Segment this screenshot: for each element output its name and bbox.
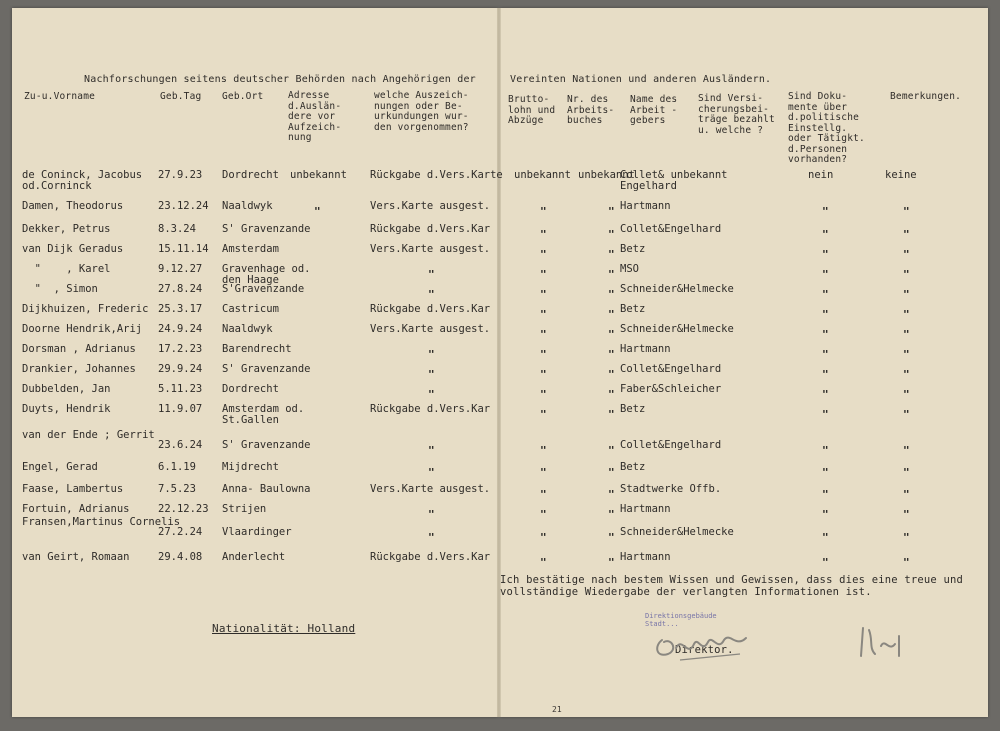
director-signature [650,618,760,668]
cell-employer: Schneider&Helmecke [620,283,734,295]
cell-income: " [540,408,547,421]
cell-documents: " [903,531,910,544]
cell-awards: Vers.Karte ausgest. [370,243,491,255]
cell-income: " [540,531,547,544]
cell-employer: Schneider&Helmecke [620,526,734,538]
cell-date: 25.3.17 [158,303,203,315]
cell-name: Fransen,Martinus Cornelis [22,516,181,528]
cell-workbook: unbekannt [578,169,635,181]
cell-employer: Betz [620,243,646,255]
cell-workbook: " [608,531,615,544]
cell-insurance: " [822,508,829,521]
col-income: Brutto- lohn und Abzüge [508,94,556,126]
cell-documents: " [903,466,910,479]
cell-employer: Collet&Engelhard [620,363,722,375]
cell-employer: Hartmann [620,200,671,212]
cell-documents: " [903,556,910,569]
cell-workbook: " [608,308,615,321]
cell-date: 6.1.19 [158,461,196,473]
cell-date: 27.9.23 [158,169,203,181]
cell-insurance: " [822,308,829,321]
cell-date: 29.9.24 [158,363,203,375]
cell-place: Gravenhage od. den Haage [222,263,311,286]
cell-insurance: " [822,228,829,241]
cell-employer: Collet& unbekannt Engelhard [620,169,728,192]
initials-signature [855,618,915,663]
cell-insurance: " [822,328,829,341]
cell-date: 27.2.24 [158,526,203,538]
cell-address: " [314,205,321,218]
cell-name: Dorsman , Adrianus [22,343,136,355]
cell-workbook: " [608,508,615,521]
cell-employer: Betz [620,303,646,315]
cell-workbook: " [608,248,615,261]
cell-workbook: " [608,288,615,301]
cell-awards: Rückgabe d.Vers.Kar [370,403,491,415]
cell-workbook: " [608,368,615,381]
cell-date: 8.3.24 [158,223,196,235]
cell-date: 27.8.24 [158,283,203,295]
cell-documents: " [903,268,910,281]
cell-employer: Hartmann [620,343,671,355]
cell-employer: Collet&Engelhard [620,223,722,235]
cell-awards: Rückgabe d.Vers.Kar [370,303,491,315]
cell-income: " [540,556,547,569]
cell-documents: " [903,508,910,521]
col-birth-place: Geb.Ort [222,91,264,102]
cell-date: 23.12.24 [158,200,209,212]
cell-name: Fortuin, Adrianus [22,503,130,515]
cell-awards: " [428,368,435,381]
cell-insurance: " [822,531,829,544]
cell-insurance: " [822,248,829,261]
cell-name: Dijkhuizen, Frederic [22,303,149,315]
cell-awards: " [428,531,435,544]
cell-documents: " [903,408,910,421]
cell-date: 23.6.24 [158,439,203,451]
col-awards: welche Auszeich- nungen oder Be- urkundungen wur- den vorgenommen? [374,90,469,133]
cell-employer: Schneider&Helmecke [620,323,734,335]
cell-date: 7.5.23 [158,483,196,495]
col-birth-date: Geb.Tag [160,91,202,102]
cell-employer: Collet&Engelhard [620,439,722,451]
cell-income: " [540,348,547,361]
col-workbook: Nr. des Arbeits- buches [567,94,615,126]
cell-income: " [540,288,547,301]
cell-place: Castricum [222,303,279,315]
office-stamp: Direktionsgebäude Stadt... [645,612,717,628]
cell-income: " [540,228,547,241]
header-left: Nachforschungen seitens deutscher Behörden nach Angehörigen der [84,74,476,85]
cell-place: Amsterdam od. St.Gallen [222,403,305,426]
cell-employer: Betz [620,461,646,473]
col-insurance: Sind Versi- cherungsbei- träge bezahlt u. welche ? [698,93,775,136]
cell-employer: Betz [620,403,646,415]
cell-date: 29.4.08 [158,551,203,563]
cell-insurance: " [822,466,829,479]
cell-insurance: " [822,368,829,381]
cell-insurance: nein [808,169,834,181]
cell-awards: " [428,388,435,401]
nationality: Nationalität: Holland [212,622,356,635]
cell-insurance: " [822,205,829,218]
cell-awards: " [428,444,435,457]
cell-documents: " [903,248,910,261]
cell-name: van der Ende ; Gerrit [22,429,155,441]
cell-place: Strijen [222,503,267,515]
cell-place: S' Gravenzande [222,439,311,451]
page-number: 21 [552,705,562,714]
cell-documents: " [903,388,910,401]
cell-date: 22.12.23 [158,503,209,515]
cell-name: Duyts, Hendrik [22,403,111,415]
cell-insurance: " [822,488,829,501]
cell-documents: " [903,228,910,241]
cell-insurance: " [822,268,829,281]
cell-insurance: " [822,288,829,301]
cell-place: Dordrecht [222,383,279,395]
header-right: Vereinten Nationen und anderen Ausländern. [510,74,772,85]
cell-place: Anderlecht [222,551,286,563]
cell-workbook: " [608,388,615,401]
col-name: Zu-u.Vorname [24,91,96,102]
cell-name: Dubbelden, Jan [22,383,111,395]
cell-insurance: " [822,348,829,361]
cell-employer: Hartmann [620,551,671,563]
cell-documents: " [903,444,910,457]
cell-awards: " [428,268,435,281]
cell-name: " , Karel [22,263,111,275]
col-remarks: Bemerkungen. [890,91,962,102]
cell-place: Amsterdam [222,243,279,255]
cell-employer: Faber&Schleicher [620,383,722,395]
cell-address: unbekannt [290,169,347,181]
cell-documents: " [903,348,910,361]
cell-awards: Rückgabe d.Vers.Kar [370,551,491,563]
cell-employer: MSO [620,263,639,275]
cell-workbook: " [608,408,615,421]
cell-name: Dekker, Petrus [22,223,111,235]
col-address: Adresse d.Auslän- dere vor Aufzeich- nung [288,90,342,143]
cell-income: unbekannt [514,169,571,181]
cell-place: Mijdrecht [222,461,279,473]
cell-awards: " [428,288,435,301]
cell-employer: Hartmann [620,503,671,515]
cell-place: Dordrecht [222,169,279,181]
cell-workbook: " [608,488,615,501]
cell-name: Doorne Hendrik,Arij [22,323,143,335]
cell-workbook: " [608,348,615,361]
cell-place: Naaldwyk [222,200,273,212]
cell-place: Barendrecht [222,343,292,355]
cell-documents: " [903,288,910,301]
cell-income: " [540,328,547,341]
cell-date: 15.11.14 [158,243,209,255]
page-fold [497,8,501,717]
cell-place: Anna- Baulowna [222,483,311,495]
cell-documents: " [903,205,910,218]
cell-date: 11.9.07 [158,403,203,415]
cell-workbook: " [608,228,615,241]
cell-documents: " [903,368,910,381]
cell-date: 24.9.24 [158,323,203,335]
cell-employer: Stadtwerke Offb. [620,483,722,495]
cell-documents: " [903,488,910,501]
cell-place: S'Gravenzande [222,283,305,295]
cell-insurance: " [822,444,829,457]
cell-date: 9.12.27 [158,263,203,275]
cell-awards: " [428,466,435,479]
cell-documents: " [903,328,910,341]
cell-awards: " [428,508,435,521]
cell-name: Drankier, Johannes [22,363,136,375]
cell-income: " [540,248,547,261]
col-employer: Name des Arbeit - gebers [630,94,678,126]
cell-income: " [540,268,547,281]
cell-name: Engel, Gerad [22,461,98,473]
cell-awards: Vers.Karte ausgest. [370,483,491,495]
cell-income: " [540,388,547,401]
cell-name: " , Simon [22,283,98,295]
cell-awards: " [428,348,435,361]
cell-name: van Dijk Geradus [22,243,124,255]
cell-place: S' Gravenzande [222,223,311,235]
cell-insurance: " [822,388,829,401]
cell-income: " [540,466,547,479]
cell-awards: Rückgabe d.Vers.Kar [370,223,491,235]
cell-workbook: " [608,328,615,341]
cell-date: 17.2.23 [158,343,203,355]
cell-income: " [540,444,547,457]
cell-awards: Rückgabe d.Vers.Karte [370,169,503,181]
cell-workbook: " [608,268,615,281]
cell-income: " [540,308,547,321]
cell-income: " [540,205,547,218]
cell-place: Naaldwyk [222,323,273,335]
cell-name: van Geirt, Romaan [22,551,130,563]
cell-documents: " [903,308,910,321]
col-documents: Sind Doku- mente über d.politische Einstellg. oder Tätigkt. d.Personen vorhanden? [788,91,865,165]
cell-workbook: " [608,466,615,479]
cell-workbook: " [608,205,615,218]
cell-income: " [540,488,547,501]
cell-date: 5.11.23 [158,383,203,395]
cell-place: Vlaardinger [222,526,292,538]
cell-documents: keine [885,169,917,181]
cell-insurance: " [822,556,829,569]
cell-name: Damen, Theodorus [22,200,124,212]
cell-workbook: " [608,444,615,457]
confirmation-statement: Ich bestätige nach bestem Wissen und Gewissen, dass dies eine treue und vollständige Wiedergabe der verlangten Informationen ist. [500,574,964,598]
cell-workbook: " [608,556,615,569]
cell-income: " [540,368,547,381]
cell-awards: Vers.Karte ausgest. [370,200,491,212]
cell-awards: Vers.Karte ausgest. [370,323,491,335]
director-label: Direktor. [675,644,734,656]
cell-income: " [540,508,547,521]
cell-place: S' Gravenzande [222,363,311,375]
cell-name: de Coninck, Jacobus od.Corninck [22,169,143,192]
cell-insurance: " [822,408,829,421]
cell-name: Faase, Lambertus [22,483,124,495]
